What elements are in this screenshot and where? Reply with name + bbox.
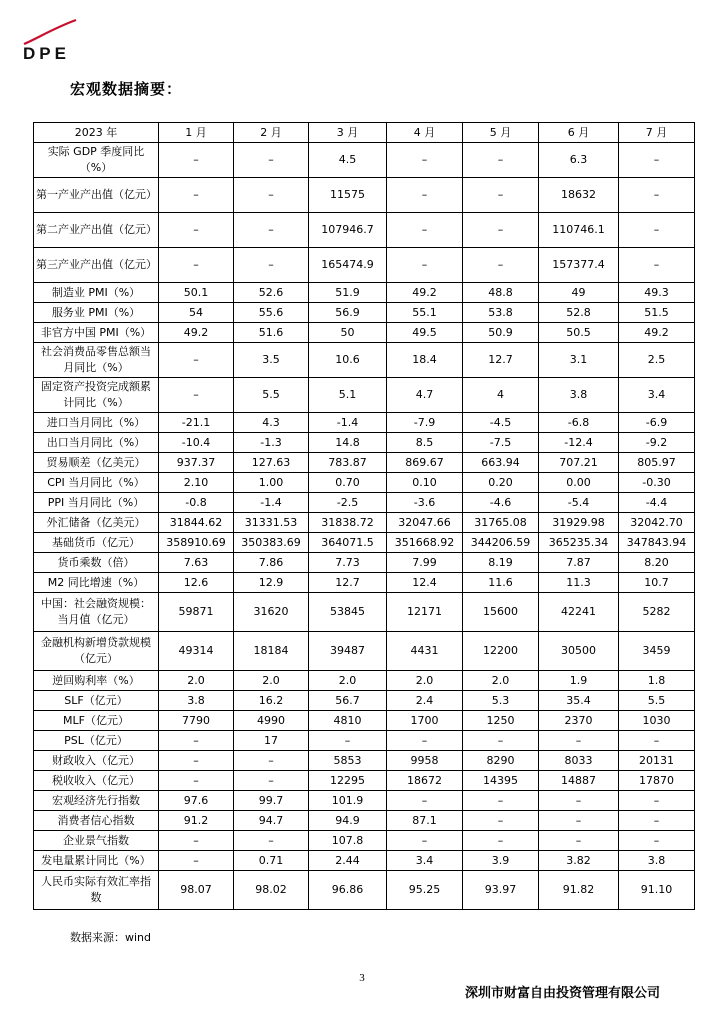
data-cell: 96.86: [309, 871, 387, 910]
data-cell: 97.6: [159, 791, 234, 811]
data-cell: 95.25: [387, 871, 463, 910]
data-cell: –: [619, 178, 695, 213]
data-cell: 3.8: [619, 851, 695, 871]
data-cell: 2.10: [159, 473, 234, 493]
data-cell: 59871: [159, 593, 234, 632]
data-cell: 91.2: [159, 811, 234, 831]
data-cell: –: [309, 731, 387, 751]
data-cell: 4.3: [234, 413, 309, 433]
data-cell: –: [539, 791, 619, 811]
data-cell: 3.8: [159, 691, 234, 711]
data-cell: 1.8: [619, 671, 695, 691]
data-cell: 50.9: [463, 323, 539, 343]
page-number: 3: [359, 972, 365, 984]
data-cell: 0.10: [387, 473, 463, 493]
data-cell: –: [619, 248, 695, 283]
data-cell: -10.4: [159, 433, 234, 453]
data-cell: –: [387, 178, 463, 213]
data-cell: 364071.5: [309, 533, 387, 553]
table-row: [34, 453, 695, 473]
row-label: 货币乘数（倍）: [34, 553, 159, 573]
row-label: 第三产业产出值（亿元）: [34, 248, 159, 283]
row-label: 贸易顺差（亿美元）: [34, 453, 159, 473]
data-cell: 31765.08: [463, 513, 539, 533]
data-cell: 3.82: [539, 851, 619, 871]
row-label: M2 同比增速（%）: [34, 573, 159, 593]
data-cell: -3.6: [387, 493, 463, 513]
data-cell: 9958: [387, 751, 463, 771]
data-cell: 4: [463, 378, 539, 413]
data-cell: –: [463, 791, 539, 811]
data-cell: –: [159, 213, 234, 248]
data-cell: 157377.4: [539, 248, 619, 283]
data-cell: 5.3: [463, 691, 539, 711]
data-cell: 707.21: [539, 453, 619, 473]
data-cell: 2.44: [309, 851, 387, 871]
table-row: [34, 871, 695, 910]
data-cell: 3459: [619, 632, 695, 671]
data-cell: 5.5: [234, 378, 309, 413]
data-cell: 12.9: [234, 573, 309, 593]
data-cell: 7.63: [159, 553, 234, 573]
table-header-row: [34, 123, 695, 143]
data-cell: 98.02: [234, 871, 309, 910]
data-cell: -7.9: [387, 413, 463, 433]
data-cell: –: [539, 831, 619, 851]
data-cell: 11.6: [463, 573, 539, 593]
data-cell: –: [234, 831, 309, 851]
data-cell: -1.4: [309, 413, 387, 433]
data-cell: 344206.59: [463, 533, 539, 553]
table-row: [34, 691, 695, 711]
row-label: 非官方中国 PMI（%）: [34, 323, 159, 343]
data-cell: 53.8: [463, 303, 539, 323]
row-label: 进口当月同比（%）: [34, 413, 159, 433]
table-row: [34, 731, 695, 751]
data-cell: -1.4: [234, 493, 309, 513]
dpe-logo: [20, 18, 90, 68]
data-cell: 2.0: [309, 671, 387, 691]
data-cell: -12.4: [539, 433, 619, 453]
data-cell: 49.2: [387, 283, 463, 303]
data-cell: 10.6: [309, 343, 387, 378]
row-label: 税收收入（亿元）: [34, 771, 159, 791]
data-cell: 12295: [309, 771, 387, 791]
data-cell: 31331.53: [234, 513, 309, 533]
data-cell: 7.73: [309, 553, 387, 573]
data-cell: 3.9: [463, 851, 539, 871]
company-name: 深圳市财富自由投资管理有限公司: [464, 986, 660, 1001]
row-label: 第一产业产出值（亿元）: [34, 178, 159, 213]
data-cell: 350383.69: [234, 533, 309, 553]
data-cell: 4810: [309, 711, 387, 731]
data-cell: 93.97: [463, 871, 539, 910]
data-cell: 3.1: [539, 343, 619, 378]
row-label: 消费者信心指数: [34, 811, 159, 831]
table-row: [34, 811, 695, 831]
data-cell: –: [159, 378, 234, 413]
table-row: [34, 513, 695, 533]
data-cell: –: [463, 811, 539, 831]
data-cell: 351668.92: [387, 533, 463, 553]
data-cell: -0.8: [159, 493, 234, 513]
data-cell: –: [619, 831, 695, 851]
row-label: 企业景气指数: [34, 831, 159, 851]
table-row: [34, 831, 695, 851]
row-label: PPI 当月同比（%）: [34, 493, 159, 513]
table-row: [34, 493, 695, 513]
data-cell: 2.0: [234, 671, 309, 691]
header-cell: 3 月: [309, 123, 387, 143]
data-cell: –: [463, 248, 539, 283]
data-cell: 2370: [539, 711, 619, 731]
data-cell: 20131: [619, 751, 695, 771]
data-cell: 31620: [234, 593, 309, 632]
data-cell: –: [539, 811, 619, 831]
data-cell: -5.4: [539, 493, 619, 513]
data-cell: –: [234, 213, 309, 248]
data-cell: 783.87: [309, 453, 387, 473]
data-cell: 56.9: [309, 303, 387, 323]
data-cell: -0.30: [619, 473, 695, 493]
data-cell: 3.4: [387, 851, 463, 871]
data-cell: -1.3: [234, 433, 309, 453]
data-cell: 6.3: [539, 143, 619, 178]
data-cell: 32042.70: [619, 513, 695, 533]
data-cell: 53845: [309, 593, 387, 632]
data-cell: 10.7: [619, 573, 695, 593]
data-cell: 54: [159, 303, 234, 323]
table-row: [34, 553, 695, 573]
table-row: [34, 143, 695, 178]
data-cell: 11.3: [539, 573, 619, 593]
data-cell: 3.4: [619, 378, 695, 413]
data-cell: –: [619, 213, 695, 248]
table-row: [34, 573, 695, 593]
row-label: 财政收入（亿元）: [34, 751, 159, 771]
data-cell: –: [159, 831, 234, 851]
header-cell: 7 月: [619, 123, 695, 143]
data-cell: 18672: [387, 771, 463, 791]
row-label: 固定资产投资完成额累计同比（%）: [34, 378, 159, 413]
data-cell: 49.5: [387, 323, 463, 343]
row-label: 发电量累计同比（%）: [34, 851, 159, 871]
data-cell: 17: [234, 731, 309, 751]
data-cell: 1.9: [539, 671, 619, 691]
row-label: 逆回购利率（%）: [34, 671, 159, 691]
header-cell: 2023 年: [34, 123, 159, 143]
data-cell: –: [387, 831, 463, 851]
data-cell: -7.5: [463, 433, 539, 453]
table-row: [34, 248, 695, 283]
table-row: [34, 632, 695, 671]
data-cell: 107.8: [309, 831, 387, 851]
data-cell: 35.4: [539, 691, 619, 711]
table-row: [34, 751, 695, 771]
data-cell: 91.82: [539, 871, 619, 910]
data-cell: 50: [309, 323, 387, 343]
row-label: 人民币实际有效汇率指数: [34, 871, 159, 910]
data-cell: 18.4: [387, 343, 463, 378]
row-label: 中国：社会融资规模：当月值（亿元）: [34, 593, 159, 632]
data-cell: 12.6: [159, 573, 234, 593]
data-cell: 5282: [619, 593, 695, 632]
data-cell: -6.8: [539, 413, 619, 433]
data-cell: 3.8: [539, 378, 619, 413]
page-title: 宏观数据摘要：: [70, 80, 183, 98]
data-cell: -21.1: [159, 413, 234, 433]
data-cell: –: [159, 143, 234, 178]
table-body: [34, 143, 695, 910]
data-cell: –: [463, 178, 539, 213]
data-cell: 50.1: [159, 283, 234, 303]
data-cell: -4.6: [463, 493, 539, 513]
data-cell: –: [159, 731, 234, 751]
data-cell: –: [463, 731, 539, 751]
data-cell: 7.99: [387, 553, 463, 573]
data-cell: 14887: [539, 771, 619, 791]
table-row: [34, 378, 695, 413]
row-label: 金融机构新增贷款规模（亿元）: [34, 632, 159, 671]
data-cell: 101.9: [309, 791, 387, 811]
data-cell: 55.1: [387, 303, 463, 323]
data-cell: 49: [539, 283, 619, 303]
data-cell: 11575: [309, 178, 387, 213]
logo-text: DPE: [23, 44, 70, 63]
data-cell: 30500: [539, 632, 619, 671]
data-cell: –: [387, 731, 463, 751]
data-cell: 55.6: [234, 303, 309, 323]
data-cell: 12.7: [309, 573, 387, 593]
header-cell: 4 月: [387, 123, 463, 143]
data-cell: 0.70: [309, 473, 387, 493]
data-cell: –: [234, 143, 309, 178]
data-cell: –: [619, 791, 695, 811]
data-cell: 31929.98: [539, 513, 619, 533]
data-cell: 8033: [539, 751, 619, 771]
data-cell: 48.8: [463, 283, 539, 303]
data-cell: 2.5: [619, 343, 695, 378]
data-cell: 937.37: [159, 453, 234, 473]
data-cell: 12.7: [463, 343, 539, 378]
data-cell: 18632: [539, 178, 619, 213]
data-cell: 51.5: [619, 303, 695, 323]
data-cell: 32047.66: [387, 513, 463, 533]
data-cell: 8.20: [619, 553, 695, 573]
header-cell: 2 月: [234, 123, 309, 143]
data-cell: 51.6: [234, 323, 309, 343]
data-cell: 1250: [463, 711, 539, 731]
table-row: [34, 433, 695, 453]
data-cell: 4431: [387, 632, 463, 671]
data-cell: 15600: [463, 593, 539, 632]
table-row: [34, 473, 695, 493]
data-cell: –: [234, 751, 309, 771]
data-cell: 1.00: [234, 473, 309, 493]
header-cell: 5 月: [463, 123, 539, 143]
data-cell: –: [234, 178, 309, 213]
data-cell: –: [159, 851, 234, 871]
data-cell: 18184: [234, 632, 309, 671]
data-cell: -2.5: [309, 493, 387, 513]
data-cell: 7790: [159, 711, 234, 731]
data-cell: 4.5: [309, 143, 387, 178]
data-cell: 12200: [463, 632, 539, 671]
table-row: [34, 593, 695, 632]
data-cell: –: [387, 791, 463, 811]
header-cell: 1 月: [159, 123, 234, 143]
header-cell: 6 月: [539, 123, 619, 143]
data-cell: 12.4: [387, 573, 463, 593]
data-cell: 99.7: [234, 791, 309, 811]
data-cell: 358910.69: [159, 533, 234, 553]
data-cell: –: [387, 213, 463, 248]
data-source-note: 数据来源：wind: [70, 931, 152, 944]
data-cell: 50.5: [539, 323, 619, 343]
data-cell: 31838.72: [309, 513, 387, 533]
data-cell: 39487: [309, 632, 387, 671]
data-cell: –: [159, 751, 234, 771]
data-cell: 98.07: [159, 871, 234, 910]
data-cell: 805.97: [619, 453, 695, 473]
row-label: SLF（亿元）: [34, 691, 159, 711]
table-row: [34, 851, 695, 871]
row-label: 社会消费品零售总额当月同比（%）: [34, 343, 159, 378]
data-cell: 1030: [619, 711, 695, 731]
data-cell: 2.0: [463, 671, 539, 691]
data-cell: 1700: [387, 711, 463, 731]
row-label: 服务业 PMI（%）: [34, 303, 159, 323]
data-cell: 663.94: [463, 453, 539, 473]
data-cell: –: [539, 731, 619, 751]
data-cell: –: [159, 343, 234, 378]
data-cell: 5853: [309, 751, 387, 771]
data-cell: 869.67: [387, 453, 463, 473]
data-cell: 91.10: [619, 871, 695, 910]
row-label: MLF（亿元）: [34, 711, 159, 731]
row-label: PSL（亿元）: [34, 731, 159, 751]
row-label: 制造业 PMI（%）: [34, 283, 159, 303]
data-cell: 365235.34: [539, 533, 619, 553]
table-row: [34, 178, 695, 213]
table-row: [34, 283, 695, 303]
data-cell: 14395: [463, 771, 539, 791]
table-row: [34, 533, 695, 553]
macro-data-table: [33, 122, 695, 910]
data-cell: –: [619, 143, 695, 178]
row-label: CPI 当月同比（%）: [34, 473, 159, 493]
data-cell: 49.2: [619, 323, 695, 343]
data-cell: 7.86: [234, 553, 309, 573]
data-cell: 12171: [387, 593, 463, 632]
data-cell: 31844.62: [159, 513, 234, 533]
table-row: [34, 303, 695, 323]
data-cell: -4.4: [619, 493, 695, 513]
table-row: [34, 343, 695, 378]
data-cell: 87.1: [387, 811, 463, 831]
data-cell: 8290: [463, 751, 539, 771]
data-cell: 347843.94: [619, 533, 695, 553]
data-cell: 0.00: [539, 473, 619, 493]
data-cell: 107946.7: [309, 213, 387, 248]
data-cell: 0.20: [463, 473, 539, 493]
data-cell: 4.7: [387, 378, 463, 413]
data-cell: –: [387, 143, 463, 178]
row-label: 实际 GDP 季度同比（%）: [34, 143, 159, 178]
data-cell: –: [159, 248, 234, 283]
data-cell: 14.8: [309, 433, 387, 453]
data-cell: 5.5: [619, 691, 695, 711]
data-cell: 2.0: [387, 671, 463, 691]
table-row: [34, 323, 695, 343]
data-cell: 127.63: [234, 453, 309, 473]
data-cell: -4.5: [463, 413, 539, 433]
data-cell: 2.0: [159, 671, 234, 691]
data-cell: 110746.1: [539, 213, 619, 248]
data-cell: 56.7: [309, 691, 387, 711]
data-cell: 16.2: [234, 691, 309, 711]
data-cell: 3.5: [234, 343, 309, 378]
table-row: [34, 413, 695, 433]
data-cell: 94.7: [234, 811, 309, 831]
row-label: 宏观经济先行指数: [34, 791, 159, 811]
data-cell: –: [159, 178, 234, 213]
data-cell: 8.19: [463, 553, 539, 573]
data-cell: 49.3: [619, 283, 695, 303]
data-cell: 51.9: [309, 283, 387, 303]
data-cell: –: [234, 248, 309, 283]
table-row: [34, 711, 695, 731]
data-cell: 52.8: [539, 303, 619, 323]
table-row: [34, 671, 695, 691]
data-cell: –: [387, 248, 463, 283]
data-cell: -9.2: [619, 433, 695, 453]
data-cell: 165474.9: [309, 248, 387, 283]
data-cell: 2.4: [387, 691, 463, 711]
data-cell: 94.9: [309, 811, 387, 831]
table-row: [34, 213, 695, 248]
data-cell: –: [463, 143, 539, 178]
row-label: 外汇储备（亿美元）: [34, 513, 159, 533]
data-cell: 8.5: [387, 433, 463, 453]
data-cell: –: [619, 811, 695, 831]
data-cell: 49.2: [159, 323, 234, 343]
data-cell: –: [159, 771, 234, 791]
data-cell: -6.9: [619, 413, 695, 433]
data-cell: –: [463, 213, 539, 248]
data-cell: 49314: [159, 632, 234, 671]
data-cell: 5.1: [309, 378, 387, 413]
data-cell: 0.71: [234, 851, 309, 871]
data-cell: 42241: [539, 593, 619, 632]
data-cell: 52.6: [234, 283, 309, 303]
row-label: 第二产业产出值（亿元）: [34, 213, 159, 248]
data-cell: –: [463, 831, 539, 851]
table-row: [34, 791, 695, 811]
data-cell: 4990: [234, 711, 309, 731]
row-label: 基础货币（亿元）: [34, 533, 159, 553]
data-cell: 17870: [619, 771, 695, 791]
data-cell: 7.87: [539, 553, 619, 573]
row-label: 出口当月同比（%）: [34, 433, 159, 453]
table-row: [34, 771, 695, 791]
data-cell: –: [234, 771, 309, 791]
data-cell: –: [619, 731, 695, 751]
